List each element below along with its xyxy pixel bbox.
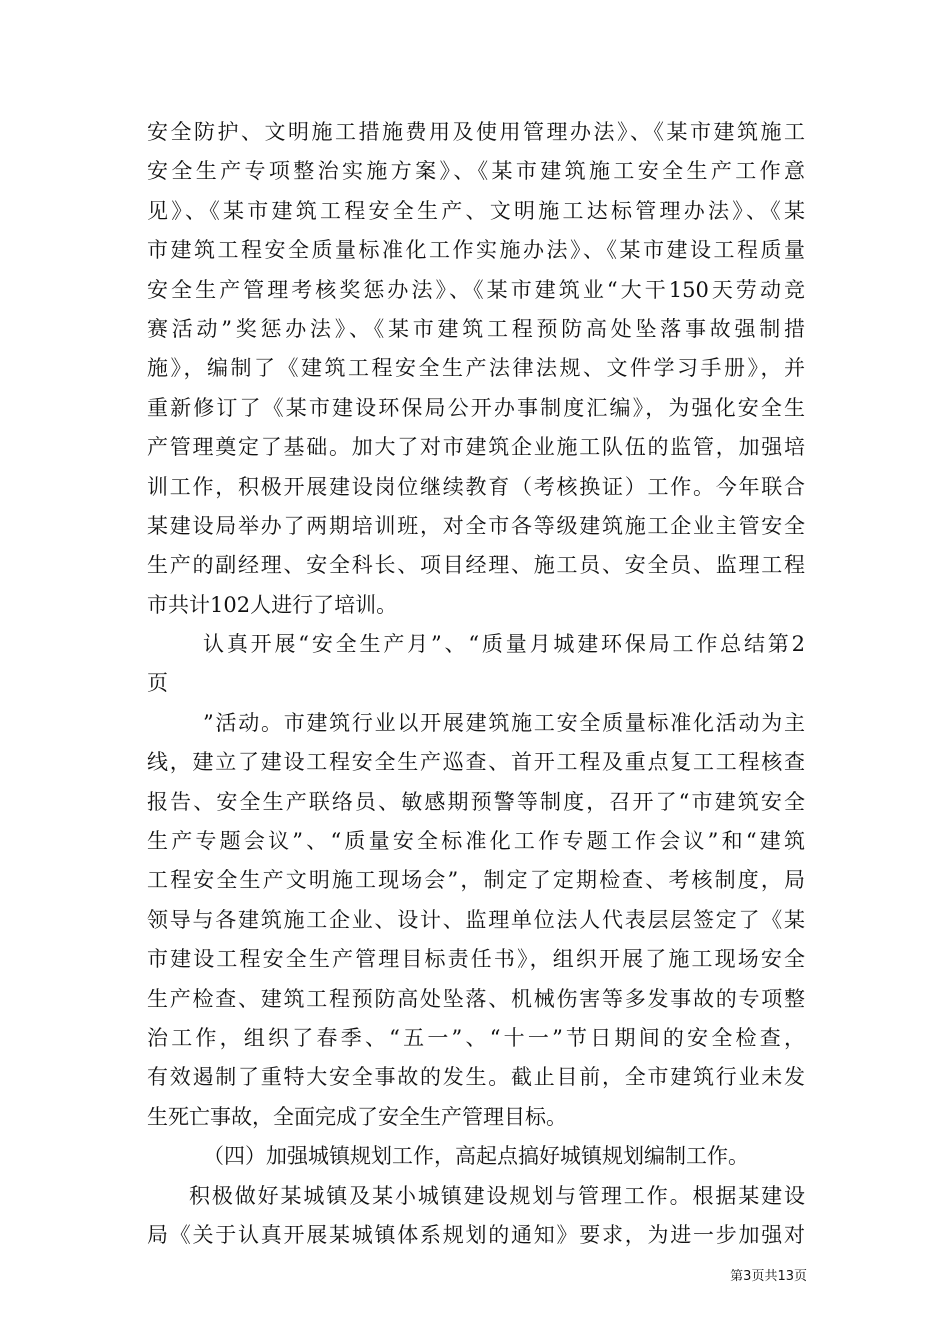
page-number-footer: 第3页共13页 bbox=[730, 1269, 807, 1284]
text-line: 生产检查、建筑工程预防高处坠落、机械伤害等多发事故的专项整 bbox=[147, 986, 805, 1011]
text-line: 治工作，组织了春季、“五一”、“十一”节日期间的安全检查， bbox=[147, 1025, 805, 1050]
paragraph-start-line: 积极做好某城镇及某小城镇建设规划与管理工作。根据某建设 bbox=[189, 1183, 805, 1208]
text-line: 产管理奠定了基础。加大了对市建筑企业施工队伍的监管，加强培 bbox=[147, 435, 805, 460]
paragraph-start-line: 认真开展“安全生产月”、“质量月城建环保局工作总结第2 bbox=[203, 632, 805, 657]
text-line: 安全生产专项整治实施方案》、《某市建筑施工安全生产工作意 bbox=[147, 159, 805, 184]
section-heading: （四）加强城镇规划工作，高起点搞好城镇规划编制工作。 bbox=[203, 1144, 749, 1169]
text-line: 市建筑工程安全质量标准化工作实施办法》、《某市建设工程质量 bbox=[147, 238, 805, 263]
text-line: 见》、《某市建筑工程安全生产、文明施工达标管理办法》、《某 bbox=[147, 198, 805, 223]
text-line: 赛活动”奖惩办法》、《某市建筑工程预防高处坠落事故强制措 bbox=[147, 316, 805, 341]
text-line: 市共计102人进行了培训。 bbox=[147, 592, 398, 617]
document-body bbox=[147, 113, 805, 1255]
text-line: 生产专题会议”、“质量安全标准化工作专题工作会议”和“建筑 bbox=[147, 829, 805, 854]
text-line: 安全防护、文明施工措施费用及使用管理办法》、《某市建筑施工 bbox=[147, 120, 805, 144]
text-line: 生产的副经理、安全科长、项目经理、施工员、安全员、监理工程 bbox=[147, 553, 805, 578]
text-line: 报告、安全生产联络员、敏感期预警等制度，召开了“市建筑安全 bbox=[147, 789, 805, 814]
text-line: 市建设工程安全生产管理目标责任书》，组织开展了施工现场安全 bbox=[147, 947, 805, 972]
text-line: 某建设局举办了两期培训班，对全市各等级建筑施工企业主管安全 bbox=[147, 513, 805, 538]
text-line: 局《关于认真开展某城镇体系规划的通知》要求，为进一步加强对 bbox=[147, 1222, 805, 1247]
text-line: 有效遏制了重特大安全事故的发生。截止目前，全市建筑行业未发 bbox=[147, 1065, 805, 1090]
text-line: 线，建立了建设工程安全生产巡查、首开工程及重点复工工程核查 bbox=[147, 750, 805, 775]
text-line: 页 bbox=[147, 671, 168, 696]
text-line: 重新修订了《某市建设环保局公开办事制度汇编》，为强化安全生 bbox=[147, 395, 805, 420]
text-line: 生死亡事故，全面完成了安全生产管理目标。 bbox=[147, 1104, 567, 1129]
text-line: 工程安全生产文明施工现场会”，制定了定期检查、考核制度，局 bbox=[147, 868, 805, 893]
text-line: 领导与各建筑施工企业、设计、监理单位法人代表层层签定了《某 bbox=[147, 907, 805, 932]
text-line: 安全生产管理考核奖惩办法》、《某市建筑业“大干150天劳动竞 bbox=[147, 277, 805, 302]
text-line: 施》，编制了《建筑工程安全生产法律法规、文件学习手册》，并 bbox=[147, 356, 805, 381]
text-line: 训工作，积极开展建设岗位继续教育（考核换证）工作。今年联合 bbox=[147, 474, 805, 499]
paragraph-start-line: ”活动。市建筑行业以开展建筑施工安全质量标准化活动为主 bbox=[203, 710, 805, 735]
